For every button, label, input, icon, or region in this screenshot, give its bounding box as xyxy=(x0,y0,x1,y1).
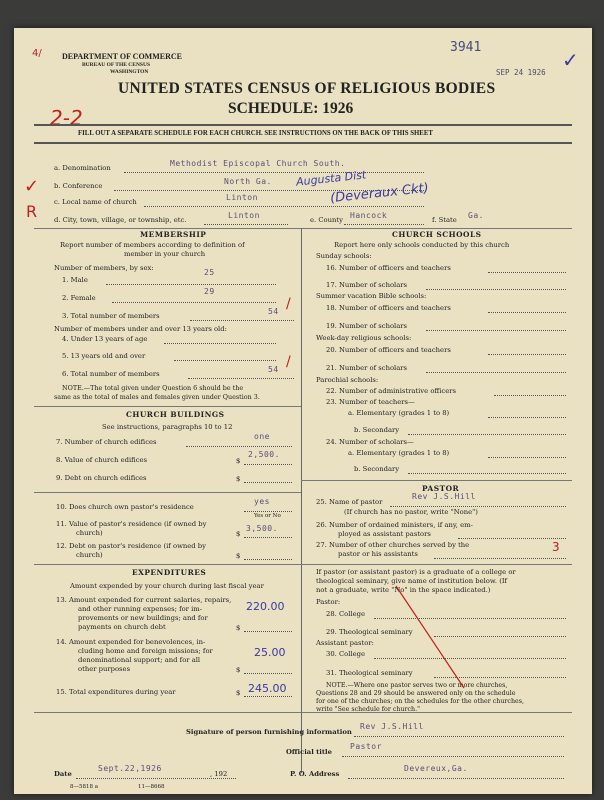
q12-label-2: church) xyxy=(76,551,103,559)
q25-label: 25. Name of pastor xyxy=(316,498,383,506)
church-name-value: Linton xyxy=(226,193,258,202)
graduate-text-1: If pastor (or assistant pastor) is a graduate of a college or xyxy=(316,568,516,576)
q18-label: 18. Number of officers and teachers xyxy=(326,304,451,312)
corner-note: 4/ xyxy=(32,48,42,59)
graduate-text-3: not a graduate, write "No" in the space indicated.) xyxy=(316,586,491,594)
form-code-2: 11—8668 xyxy=(138,784,165,790)
q3-total-label: 3. Total number of members xyxy=(62,312,160,320)
q15-value: 245.00 xyxy=(248,682,287,695)
q17-label: 17. Number of scholars xyxy=(326,281,408,289)
official-title-value: Pastor xyxy=(350,742,382,751)
expenditures-heading: EXPENDITURES xyxy=(132,568,207,577)
q7-label: 7. Number of church edifices xyxy=(56,438,157,446)
q21-label: 21. Number of scholars xyxy=(326,364,408,372)
q12-dollar: $ xyxy=(236,552,241,560)
q3-tick-icon: / xyxy=(286,296,291,312)
date-label: Date xyxy=(54,770,72,778)
check-b-icon: ✓ xyxy=(24,176,40,197)
under-over-label: Number of members under and over 13 years old: xyxy=(54,325,227,333)
q8-dollar: $ xyxy=(236,457,241,465)
date-year-suffix: , 192 xyxy=(210,770,228,778)
city-value: Linton xyxy=(228,211,260,220)
county-label: e. County xyxy=(310,216,343,224)
q29-label: 29. Theological seminary xyxy=(326,628,413,636)
checkmark-icon: ✓ xyxy=(562,48,579,72)
serial-number: 3941 xyxy=(450,40,482,55)
date-value: Sept.22,1926 xyxy=(98,764,162,773)
q10-value: yes xyxy=(254,497,270,506)
q13-dollar: $ xyxy=(236,624,241,632)
po-address-label: P. O. Address xyxy=(290,770,340,778)
pen-stroke xyxy=(394,584,474,694)
state-value: Ga. xyxy=(468,211,484,220)
q24b-label: b. Secondary xyxy=(354,465,400,473)
assistant-sublabel: Assistant pastor: xyxy=(316,639,374,647)
membership-note-1: NOTE.—The total given under Question 6 should be the xyxy=(62,384,244,392)
city-label: WASHINGTON xyxy=(110,69,149,75)
pastor-heading: PASTOR xyxy=(422,484,460,493)
pastor-note-1: NOTE.—Where one pastor serves two or more churches, xyxy=(326,682,508,689)
graduate-text-2: theological seminary, give name of institution below. (If xyxy=(316,577,508,585)
q27-label-1: 27. Number of other churches served by the xyxy=(316,541,470,549)
membership-intro-2: member in your church xyxy=(124,250,206,258)
po-address-value: Devereux,Ga. xyxy=(404,764,468,773)
q11-label-2: church) xyxy=(76,529,103,537)
q11-dollar: $ xyxy=(236,530,241,538)
q9-dollar: $ xyxy=(236,475,241,483)
q2-female-label: 2. Female xyxy=(62,294,96,302)
q10-label: 10. Does church own pastor's residence xyxy=(56,503,194,511)
official-title-label: Official title xyxy=(286,748,332,756)
pastor-note-4: write "See schedule for church." xyxy=(316,706,420,713)
denomination-value: Methodist Episcopal Church South. xyxy=(170,159,346,168)
summer-label: Summer vacation Bible schools: xyxy=(316,292,427,300)
q12-label: 12. Debt on pastor's residence (if owned by xyxy=(56,542,206,550)
q13-label-2: and other running expenses; for im- xyxy=(78,605,203,613)
q11-label: 11. Value of pastor's residence (if owned by xyxy=(56,520,207,528)
q30-label: 30. College xyxy=(326,650,366,658)
conference-value: North Ga. xyxy=(224,177,272,186)
q9-label: 9. Debt on church edifices xyxy=(56,474,147,482)
q14-dollar: $ xyxy=(236,666,241,674)
census-schedule-sheet xyxy=(14,28,592,794)
denomination-label: a. Denomination xyxy=(54,164,111,172)
q4-label: 4. Under 13 years of age xyxy=(62,335,148,343)
q14-label-1: 14. Amount expended for benevolences, in- xyxy=(56,638,206,646)
q15-label: 15. Total expenditures during year xyxy=(56,688,176,696)
q20-label: 20. Number of officers and teachers xyxy=(326,346,451,354)
q1-male-label: 1. Male xyxy=(62,276,88,284)
membership-note-2: same as the total of males and females given under Question 3. xyxy=(54,393,260,401)
church-name-label: c. Local name of church xyxy=(54,198,137,206)
membership-intro-1: Report number of members according to definition of xyxy=(60,241,245,249)
q28-label: 28. College xyxy=(326,610,366,618)
q14-label-2: cluding home and foreign missions; for xyxy=(78,647,213,655)
q2-female-value: 29 xyxy=(204,287,215,296)
q16-label: 16. Number of officers and teachers xyxy=(326,264,451,272)
department-label: DEPARTMENT OF COMMERCE xyxy=(62,52,183,61)
q25-hint: (If church has no pastor, write "None") xyxy=(344,508,478,516)
bureau-label: BUREAU OF THE CENSUS xyxy=(82,62,151,68)
q3-total-value: 54 xyxy=(268,307,279,316)
schools-heading: CHURCH SCHOOLS xyxy=(392,230,482,239)
q27-value: 3 xyxy=(552,540,560,554)
q23-label: 23. Number of teachers— xyxy=(326,398,415,406)
q10-hint: Yes or No xyxy=(254,513,281,519)
q19-label: 19. Number of scholars xyxy=(326,322,408,330)
q23b-label: b. Secondary xyxy=(354,426,400,434)
expenditures-sub: Amount expended by your church during last fiscal year xyxy=(70,582,264,590)
q11-value: 3,500. xyxy=(246,524,278,533)
q27-label-2: pastor or his assistants xyxy=(338,550,418,558)
q1-male-value: 25 xyxy=(204,268,215,277)
q31-label: 31. Theological seminary xyxy=(326,669,413,677)
q22-label: 22. Number of administrative officers xyxy=(326,387,456,395)
city-label-field: d. City, town, village, or township, etc. xyxy=(54,216,187,224)
form-code-1: 8—5818 a xyxy=(70,784,99,790)
q13-label-3: provements or new buildings; and for xyxy=(78,614,208,622)
county-value: Hancock xyxy=(350,211,388,220)
q26-label-1: 26. Number of ordained ministers, if any, em- xyxy=(316,521,473,529)
pastor-note-3: for one of the churches; on the schedules for the other churches, xyxy=(316,698,524,705)
q8-value: 2,500. xyxy=(248,450,280,459)
q25-value: Rev J.S.Hill xyxy=(412,492,476,501)
membership-heading: MEMBERSHIP xyxy=(140,230,207,239)
church-name-handwriting: (Deveraux Ckt) xyxy=(329,180,430,207)
q15-dollar: $ xyxy=(236,689,241,697)
weekday-label: Week-day religious schools: xyxy=(316,334,412,342)
q6-total-label: 6. Total number of members xyxy=(62,370,160,378)
schools-sub: Report here only schools conducted by this church xyxy=(334,241,510,249)
conference-label: b. Conference xyxy=(54,182,103,190)
buildings-heading: CHURCH BUILDINGS xyxy=(126,410,225,419)
q24-label: 24. Number of scholars— xyxy=(326,438,414,446)
red-mark: 2-2 xyxy=(50,106,83,130)
signature-label: Signature of person furnishing information xyxy=(186,728,352,736)
parochial-label: Parochial schools: xyxy=(316,376,379,384)
sunday-label: Sunday schools: xyxy=(316,252,372,260)
buildings-sub: See instructions, paragraphs 10 to 12 xyxy=(102,423,233,431)
signature-value: Rev J.S.Hill xyxy=(360,722,424,731)
form-subtitle: SCHEDULE: 1926 xyxy=(228,100,354,117)
q14-value: 25.00 xyxy=(254,646,286,659)
q26-label-2: ployed as assistant pastors xyxy=(338,530,431,538)
pastor-sublabel: Pastor: xyxy=(316,598,341,606)
q13-label-1: 13. Amount expended for current salaries, repairs, xyxy=(56,596,232,604)
conference-handwriting: Augusta Dist xyxy=(295,168,367,189)
q23a-label: a. Elementary (grades 1 to 8) xyxy=(348,409,450,417)
state-label: f. State xyxy=(432,216,457,224)
q6-tick-icon: / xyxy=(286,354,291,370)
q14-label-3: denominational support; and for all xyxy=(78,656,201,664)
margin-letter: R xyxy=(26,202,38,221)
received-stamp: SEP 24 1926 xyxy=(496,68,546,77)
q24a-label: a. Elementary (grades 1 to 8) xyxy=(348,449,450,457)
q6-total-value: 54 xyxy=(268,365,279,374)
pastor-note-2: Questions 28 and 29 should be answered only on the schedule xyxy=(316,690,516,697)
form-title: UNITED STATES CENSUS OF RELIGIOUS BODIES xyxy=(118,80,496,97)
q7-value: one xyxy=(254,432,270,441)
q13-value: 220.00 xyxy=(246,600,285,613)
instruction-banner: FILL OUT A SEPARATE SCHEDULE FOR EACH CHURCH. SEE INSTRUCTIONS ON THE BACK OF THIS SHEET xyxy=(78,130,433,137)
q5-label: 5. 13 years old and over xyxy=(62,352,146,360)
q8-label: 8. Value of church edifices xyxy=(56,456,148,464)
q14-label-4: other purposes xyxy=(78,665,131,673)
q13-label-4: payments on church debt xyxy=(78,623,166,631)
members-by-sex-label: Number of members, by sex: xyxy=(54,264,154,272)
